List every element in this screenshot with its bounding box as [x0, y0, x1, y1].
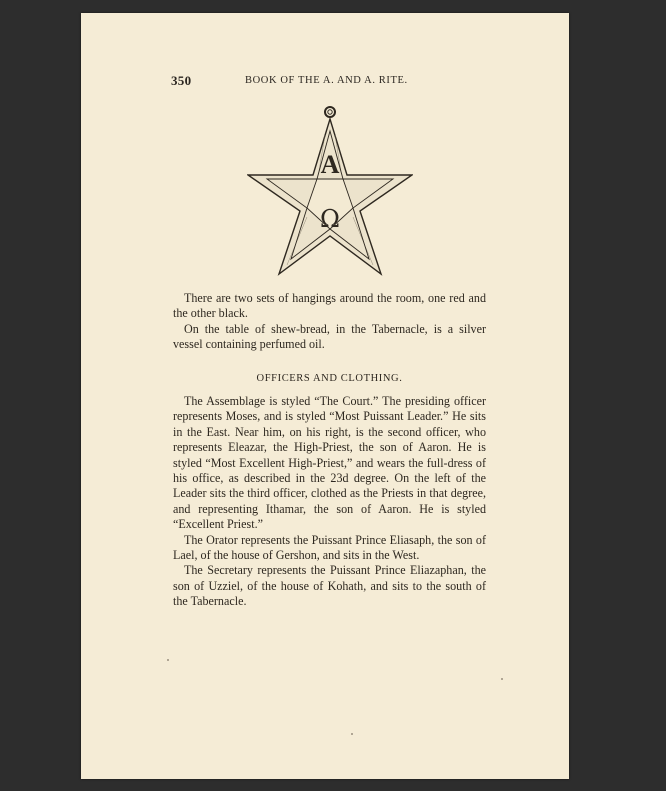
paper-speck: [351, 733, 353, 735]
paragraph-assemblage: The Assemblage is styled “The Court.” The presiding officer represents Moses, and is styled “Most Puissant Leader.” He sits in the East. Near him, on his right, is the second officer, who represents Eleazar, the High-Priest, the son of Aaron. He is styled “Most Excellent High-Priest,” and wears the full-dress of his office, as described in the 23d degree. On the left of the Leader sits the third officer, clothed as the Priests in that degree, and representing Ithamar, the son of Aaron. He is styled “Excellent Priest.”: [173, 394, 486, 532]
intro-text: [173, 291, 486, 353]
section-heading: OFFICERS AND CLOTHING.: [256, 373, 403, 384]
paragraph-shew-bread: On the table of shew-bread, in the Tabernacle, is a silver vessel containing perfumed oil.: [173, 321, 486, 352]
emblem-lower-letter: Ω: [320, 205, 340, 233]
paper-speck: [167, 659, 169, 661]
emblem-upper-letter: A: [320, 150, 340, 179]
paragraph-orator: The Orator represents the Puissant Prince Eliasaph, the son of Lael, of the house of Gershon, and sits in the West.: [173, 532, 486, 563]
paragraph-secretary: The Secretary represents the Puissant Prince Eliazaphan, the son of Uzziel, of the house of Kohath, and sits to the south of the Tabernacle.: [173, 563, 486, 609]
pentagram-jewel-icon: [247, 105, 413, 287]
section-text: [173, 394, 486, 610]
paper-speck: [501, 678, 503, 680]
paragraph-hangings: There are two sets of hangings around the room, one red and the other black.: [173, 291, 486, 321]
running-head: BOOK OF THE A. AND A. RITE.: [245, 75, 408, 86]
page-number: 350: [171, 73, 192, 88]
book-page: [81, 13, 569, 779]
